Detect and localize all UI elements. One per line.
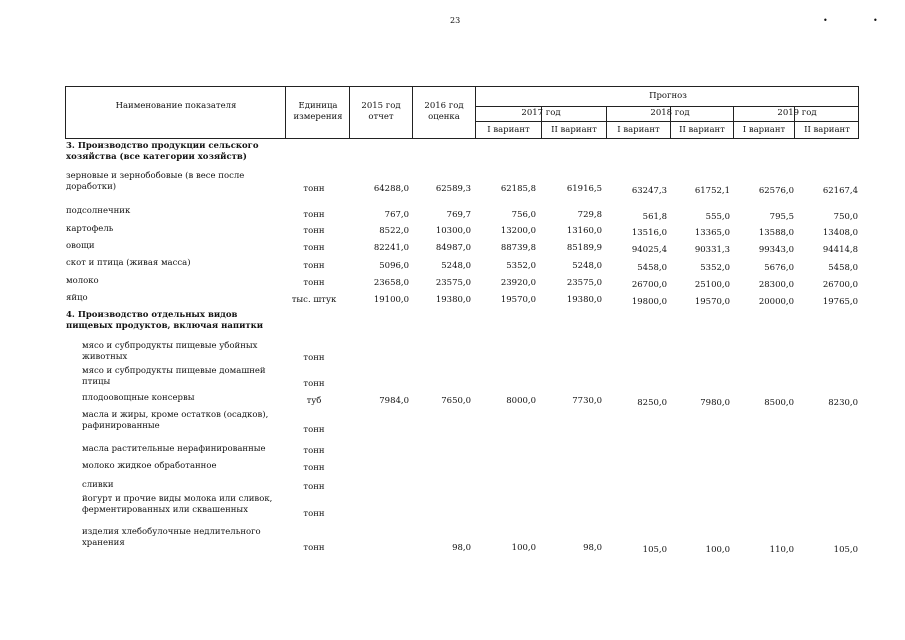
header-2017-v2: II вариант (551, 125, 597, 135)
header-name: Наименование показателя (115, 101, 237, 111)
row-unit: тонн (303, 243, 325, 253)
row-label: яйцо (66, 293, 88, 303)
value-cell: 85189,9 (566, 243, 602, 253)
header-2018-v1: I вариант (617, 125, 660, 135)
value-cell: 8000,0 (506, 396, 536, 406)
row-label: плодоовощные консервы (82, 393, 195, 403)
value-cell: 7984,0 (379, 396, 409, 406)
value-cell: 90331,3 (694, 245, 730, 255)
value-cell: 23575,0 (566, 278, 602, 288)
value-cell: 5096,0 (379, 261, 409, 271)
header-unit: Единица измерения (293, 101, 343, 122)
header-2015: 2015 год отчет (361, 101, 401, 122)
header-2017: 2017 год (521, 108, 561, 118)
row-unit: тонн (303, 446, 325, 456)
value-cell: 5352,0 (700, 263, 730, 273)
value-cell: 94025,4 (631, 245, 667, 255)
header-2017-v1: I вариант (487, 125, 530, 135)
row-unit: тонн (303, 261, 325, 271)
value-cell: 729,8 (577, 210, 602, 220)
value-cell: 5676,0 (764, 263, 794, 273)
row-label: масла и жиры, кроме остатков (осадков), рафинированные (82, 410, 269, 431)
value-cell: 105,0 (642, 545, 667, 555)
row-label: масла растительные нерафинированные (82, 444, 266, 454)
value-cell: 13408,0 (822, 228, 858, 238)
value-cell: 98,0 (583, 543, 602, 553)
value-cell: 64288,0 (373, 184, 409, 194)
value-cell: 7730,0 (572, 396, 602, 406)
value-cell: 26700,0 (822, 280, 858, 290)
value-cell: 769,7 (446, 210, 471, 220)
value-cell: 26700,0 (631, 280, 667, 290)
header-2018: 2018 год (650, 108, 690, 118)
value-cell: 19380,0 (435, 295, 471, 305)
row-label: мясо и субпродукты пищевые убойных животных (82, 341, 258, 362)
value-cell: 62589,3 (435, 184, 471, 194)
value-cell: 795,5 (769, 212, 794, 222)
header-2018-v2: II вариант (679, 125, 725, 135)
row-label: молоко жидкое обработанное (82, 461, 217, 471)
header-2016: 2016 год оценка (424, 101, 464, 122)
value-cell: 23658,0 (373, 278, 409, 288)
corner-mark-left: • (823, 16, 828, 25)
row-label: зерновые и зернобобовые (в весе после доработки) (66, 171, 245, 192)
header-2019-v1: I вариант (742, 125, 786, 135)
value-cell: 10300,0 (435, 226, 471, 236)
table-header (65, 86, 859, 139)
row-unit: тонн (303, 353, 325, 363)
value-cell: 19570,0 (694, 297, 730, 307)
row-label: йогурт и прочие виды молока или сливок, ферментированных или сквашенных (82, 494, 273, 515)
value-cell: 5248,0 (441, 261, 471, 271)
value-cell: 13365,0 (694, 228, 730, 238)
value-cell: 61916,5 (566, 184, 602, 194)
value-cell: 62576,0 (758, 186, 794, 196)
value-cell: 5458,0 (637, 263, 667, 273)
value-cell: 5248,0 (572, 261, 602, 271)
value-cell: 23575,0 (435, 278, 471, 288)
value-cell: 88739,8 (500, 243, 536, 253)
value-cell: 5458,0 (828, 263, 858, 273)
header-2019: 2019 год (777, 108, 817, 118)
row-unit: тонн (303, 278, 325, 288)
row-label: овощи (66, 241, 95, 251)
row-label: молоко (66, 276, 99, 286)
value-cell: 8230,0 (828, 398, 858, 408)
value-cell: 28300,0 (758, 280, 794, 290)
corner-mark-right: • (873, 16, 878, 25)
value-cell: 62167,4 (822, 186, 858, 196)
value-cell: 82241,0 (373, 243, 409, 253)
row-label: скот и птица (живая масса) (66, 258, 191, 268)
value-cell: 767,0 (384, 210, 409, 220)
value-cell: 555,0 (705, 212, 730, 222)
value-cell: 20000,0 (758, 297, 794, 307)
row-unit: тонн (303, 425, 325, 435)
section-heading: 3. Производство продукции сельского хозяйства (все категории хозяйств) (66, 141, 259, 162)
value-cell: 110,0 (769, 545, 794, 555)
row-unit: туб (306, 396, 322, 406)
value-cell: 5352,0 (506, 261, 536, 271)
row-unit: тонн (303, 509, 325, 519)
value-cell: 7650,0 (441, 396, 471, 406)
value-cell: 62185,8 (500, 184, 536, 194)
value-cell: 99343,0 (758, 245, 794, 255)
value-cell: 8500,0 (764, 398, 794, 408)
value-cell: 13160,0 (566, 226, 602, 236)
value-cell: 561,8 (642, 212, 667, 222)
row-label: мясо и субпродукты пищевые домашней птицы (82, 366, 266, 387)
row-unit: тонн (303, 543, 325, 553)
value-cell: 750,0 (833, 212, 858, 222)
row-unit: тонн (303, 379, 325, 389)
value-cell: 7980,0 (700, 398, 730, 408)
header-2019-v2: II вариант (804, 125, 850, 135)
value-cell: 61752,1 (694, 186, 730, 196)
value-cell: 756,0 (511, 210, 536, 220)
row-label: подсолнечник (66, 206, 131, 216)
row-unit: тонн (303, 210, 325, 220)
value-cell: 19800,0 (631, 297, 667, 307)
row-label: сливки (82, 480, 114, 490)
row-unit: тонн (303, 184, 325, 194)
value-cell: 13588,0 (758, 228, 794, 238)
value-cell: 98,0 (452, 543, 471, 553)
value-cell: 13516,0 (631, 228, 667, 238)
row-label: изделия хлебобулочные недлительного хранения (82, 527, 261, 548)
value-cell: 19570,0 (500, 295, 536, 305)
row-unit: тонн (303, 226, 325, 236)
row-unit: тыс. штук (291, 295, 337, 305)
value-cell: 94414,8 (822, 245, 858, 255)
value-cell: 19100,0 (373, 295, 409, 305)
value-cell: 13200,0 (500, 226, 536, 236)
value-cell: 25100,0 (694, 280, 730, 290)
value-cell: 63247,3 (631, 186, 667, 196)
value-cell: 100,0 (511, 543, 536, 553)
value-cell: 8522,0 (379, 226, 409, 236)
page-number: 23 (450, 16, 461, 25)
value-cell: 23920,0 (500, 278, 536, 288)
value-cell: 84987,0 (435, 243, 471, 253)
row-unit: тонн (303, 463, 325, 473)
value-cell: 100,0 (705, 545, 730, 555)
row-unit: тонн (303, 482, 325, 492)
header-forecast: Прогноз (649, 91, 687, 101)
value-cell: 19765,0 (822, 297, 858, 307)
value-cell: 8250,0 (637, 398, 667, 408)
value-cell: 105,0 (833, 545, 858, 555)
value-cell: 19380,0 (566, 295, 602, 305)
row-label: картофель (66, 224, 114, 234)
section-heading: 4. Производство отдельных видов пищевых продуктов, включая напитки (66, 310, 264, 331)
